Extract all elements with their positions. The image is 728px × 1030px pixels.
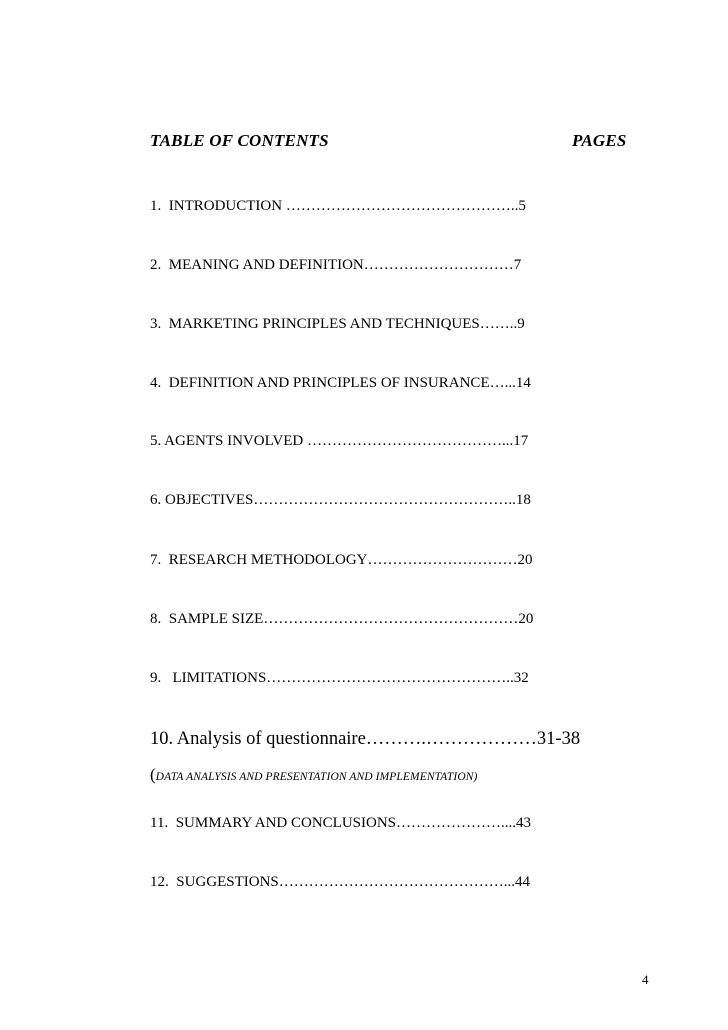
toc-entry-summary-and-conclusions: 11. SUMMARY AND CONCLUSIONS…………………....43	[150, 815, 532, 831]
toc-entry-agents-involved: 5. AGENTS INVOLVED …………………………………...17	[150, 433, 529, 449]
toc-entry-insurance-principles: 4. DEFINITION AND PRINCIPLES OF INSURANCE…...14	[150, 375, 531, 391]
toc-subnote	[150, 765, 477, 785]
toc-entry-introduction: 1. INTRODUCTION ………………………………………..5	[150, 198, 526, 214]
subnote-open-paren: (	[150, 765, 156, 784]
pages-heading: PAGES	[572, 131, 627, 150]
subnote-text: DATA ANALYSIS AND PRESENTATION AND IMPLEMENTATION)	[155, 771, 478, 783]
toc-entry-sample-size: 8. SAMPLE SIZE……………………………………………20	[150, 611, 534, 627]
toc-heading: TABLE OF CONTENTS	[150, 131, 329, 150]
page-number: 4	[642, 972, 649, 987]
toc-entry-suggestions: 12. SUGGESTIONS………………………………………...44	[150, 874, 531, 890]
toc-entry-marketing-principles: 3. MARKETING PRINCIPLES AND TECHNIQUES……..9	[150, 316, 525, 332]
toc-entry-meaning-and-definition: 2. MEANING AND DEFINITION…………………………7	[150, 257, 522, 273]
toc-entry-limitations: 9. LIMITATIONS…………………………………………..32	[150, 670, 529, 686]
toc-entry-research-methodology: 7. RESEARCH METHODOLOGY…………………………20	[150, 552, 533, 568]
toc-entry-objectives: 6. OBJECTIVES……………………………………………..18	[150, 492, 531, 508]
toc-entry-analysis-of-questionnaire: 10. Analysis of questionnaire……….………………31-38	[150, 729, 581, 749]
